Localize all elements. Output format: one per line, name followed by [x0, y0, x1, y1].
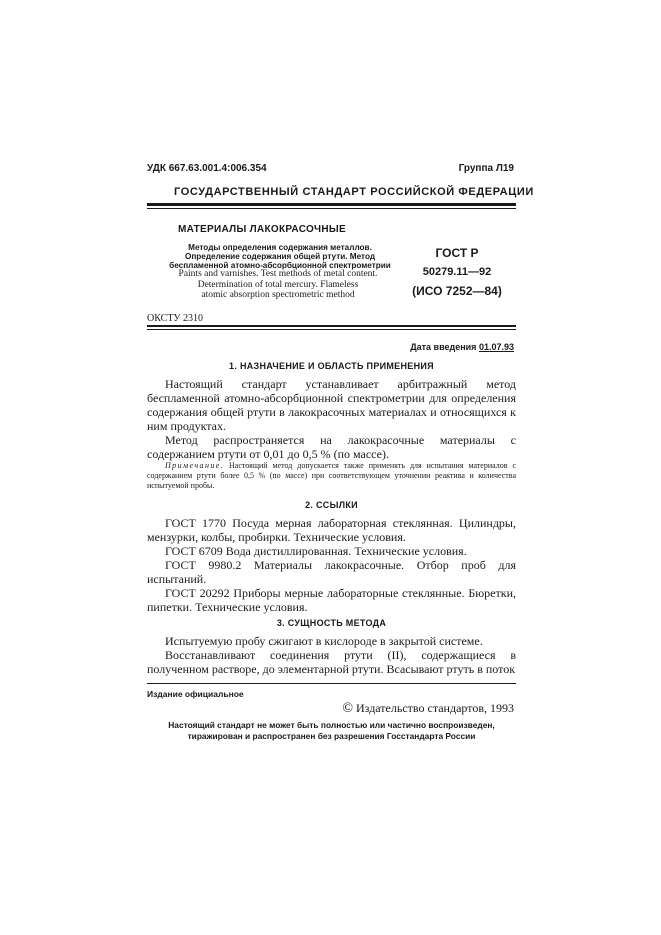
- section-1-paragraph: Метод распространяется на лакокрасочные материалы с содержанием ртути от 0,01 до 0,5 % (по массе).: [147, 433, 516, 461]
- section-3-heading: 3. СУЩНОСТЬ МЕТОДА: [276, 618, 387, 628]
- official-edition-label: Издание официальное: [147, 689, 244, 699]
- iso-equivalent: (ИСО 7252—84): [412, 284, 502, 298]
- section-3-paragraph: Испытуемую пробу сжигают в кислороде в закрытой системе.: [165, 634, 483, 648]
- notice-line: Настоящий стандарт не может быть полностью или частично воспроизведен,: [168, 720, 495, 730]
- section-1-note: [147, 461, 516, 491]
- note-label: Примечание.: [165, 461, 225, 470]
- notice-line: тиражирован и распространен без разрешения Госстандарта России: [187, 730, 476, 741]
- title-ru-line: Методы определения содержания металлов.: [188, 243, 372, 252]
- gost-code: ГОСТ Р: [435, 246, 479, 260]
- reference-item: ГОСТ 6709 Вода дистиллированная. Технические условия.: [165, 544, 467, 558]
- note-text: Настоящий метод допускается также применять для испытания материалов с содержанием ртути более 0,5 % (по массе) при соответствующем уточнении реактива и количества испытуемой пробы.: [147, 461, 516, 490]
- title-english: [158, 269, 398, 301]
- effective-date-label: Дата введения: [410, 342, 477, 352]
- title-en-line: Paints and varnishes. Test methods of metal content.: [178, 269, 378, 279]
- header-rule-thick: [147, 203, 516, 206]
- okstu-code: ОКСТУ 2310: [147, 313, 204, 324]
- effective-date: [410, 342, 514, 352]
- group-code: Группа Л19: [458, 163, 514, 174]
- okstu-rule-thin: [147, 329, 516, 330]
- gost-designation: [398, 244, 516, 301]
- section-1-heading: 1. НАЗНАЧЕНИЕ И ОБЛАСТЬ ПРИМЕНЕНИЯ: [229, 361, 434, 371]
- reference-item: ГОСТ 1770 Посуда мерная лабораторная стеклянная. Цилиндры, мензурки, колбы, пробирки. Технические условия.: [147, 516, 516, 544]
- footer-rule: [147, 683, 516, 684]
- document-title: МАТЕРИАЛЫ ЛАКОКРАСОЧНЫЕ: [178, 224, 346, 235]
- copyright-icon: ©: [342, 701, 353, 716]
- reference-item: ГОСТ 20292 Приборы мерные лабораторные стеклянные. Бюретки, пипетки. Технические условия.: [147, 586, 516, 614]
- title-ru-line: Определение содержания общей ртути. Метод: [184, 252, 376, 261]
- title-en-line: atomic absorption spectrometric method: [201, 290, 355, 300]
- publisher-copyright: [342, 701, 514, 717]
- header-rule-thin: [147, 208, 516, 209]
- section-1-paragraph: Настоящий стандарт устанавливает арбитражный метод беспламенной атомно-абсорбционной спектрометрии для определения содержания общей ртути в лакокрасочных материалах и относящихся к ним продуктах.: [147, 377, 516, 433]
- publisher-name: Издательство стандартов, 1993: [356, 701, 514, 715]
- section-2-heading: 2. ССЫЛКИ: [305, 500, 358, 510]
- reproduction-notice: [147, 720, 516, 741]
- state-standard-heading: ГОСУДАРСТВЕННЫЙ СТАНДАРТ РОССИЙСКОЙ ФЕДЕРАЦИИ: [174, 186, 534, 198]
- okstu-rule-thick: [147, 325, 516, 327]
- title-en-line: Determination of total mercury. Flameless: [197, 279, 359, 290]
- reference-item: ГОСТ 9980.2 Материалы лакокрасочные. Отбор проб для испытаний.: [147, 558, 516, 586]
- title-ru-line: беспламенной атомно-абсорбционной спектрометрии: [169, 261, 391, 270]
- effective-date-value: 01.07.93: [478, 342, 514, 352]
- title-russian: [160, 243, 400, 270]
- gost-number: 50279.11—92: [422, 266, 492, 278]
- udc-code: УДК 667.63.001.4:006.354: [147, 163, 267, 174]
- section-3-paragraph: Восстанавливают соединения ртути (II), содержащиеся в полученном растворе, до элементарной ртути. Всасывают ртуть в поток: [147, 648, 516, 676]
